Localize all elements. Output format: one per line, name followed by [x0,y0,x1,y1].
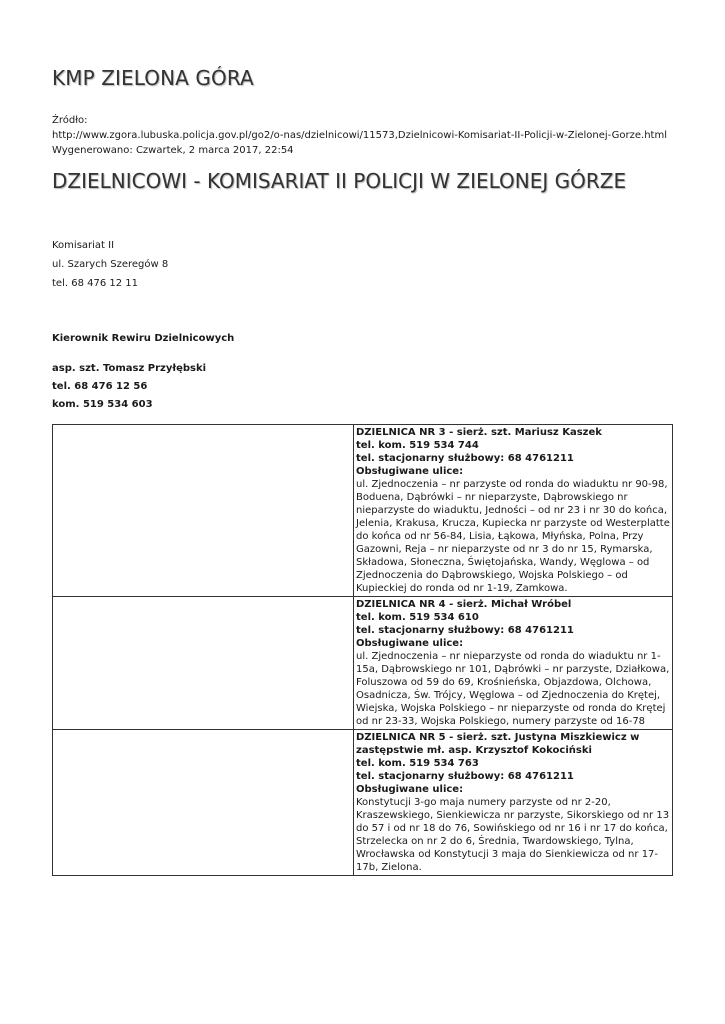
district-streets: ul. Zjednoczenia – nr nieparzyste od ronda do wiaduktu nr 1-15a, Dąbrowskiego nr 101, Dąbrówki – nr parzyste, Działkowa, Foluszowa od 59 do 69, Krośnieńska, Objazdowa, Olchowa, Osadnicza, Św. Trójcy, Węglowa – od Zjednoczenia do Krętej, Wiejska, Wojska Polskiego – nr nieparzyste od ronda do Krętej od nr 23-33, Wojska Polskiego, numery parzyste od 16-78 [356,651,670,727]
manager-mobile: kom. 519 534 603 [52,399,153,410]
district-mobile: tel. kom. 519 534 763 [356,758,479,769]
source-url[interactable]: http://www.zgora.lubuska.policja.gov.pl/go2/o-nas/dzielnicowi/11573,Dzielnicowi-Komisariat-II-Policji-w-Zielonej-Gorze.html [52,130,667,141]
table-row [53,425,673,597]
district-streets: ul. Zjednoczenia – nr parzyste od ronda do wiaduktu nr 90-98, Boduena, Dąbrówki – nr nieparzyste, Dąbrowskiego nr nieparzyste do wiaduktu, Jedności – od nr 23 i nr 30 do końca, Jelenia, Krakusa, Krucza, Kupiecka nr parzyste od Westerplatte do końca od nr 56-84, Lisia, Łąkowa, Młyńska, Polna, Przy Gazowni, Reja – nr nieparzyste od nr 3 do nr 15, Rymarska, Składowa, Słoneczna, Świętojańska, Wandy, Węglowa – od Zjednoczenia do Dąbrowskiego, Wojska Polskiego – od Kupieckiej do ronda od nr 1-19, Zamkowa. [356,479,670,594]
page-title: DZIELNICOWI - KOMISARIAT II POLICJI W ZIELONEJ GÓRZE [52,169,627,193]
manager-phone: tel. 68 476 12 56 [52,381,148,392]
photo-cell [53,425,354,597]
district-landline: tel. stacjonarny służbowy: 68 4761211 [356,625,574,636]
district-streets-label: Obsługiwane ulice: [356,466,464,477]
district-cell [354,425,673,597]
district-landline: tel. stacjonarny służbowy: 68 4761211 [356,453,574,464]
station-name: Komisariat II [52,240,115,251]
manager-name: asp. szt. Tomasz Przyłębski [52,363,207,374]
districts-table [52,424,673,876]
photo-cell [53,730,354,876]
generated-date: Wygenerowano: Czwartek, 2 marca 2017, 22:54 [52,145,294,156]
district-landline: tel. stacjonarny służbowy: 68 4761211 [356,771,574,782]
table-row [53,597,673,730]
site-title: KMP ZIELONA GÓRA [52,66,254,90]
district-mobile: tel. kom. 519 534 610 [356,612,479,623]
district-streets-label: Obsługiwane ulice: [356,638,464,649]
manager-role: Kierownik Rewiru Dzielnicowych [52,333,235,344]
table-row [53,730,673,876]
district-heading: DZIELNICA NR 3 - sierż. szt. Mariusz Kaszek [356,427,602,438]
district-cell [354,730,673,876]
address-block [52,236,168,293]
district-heading: DZIELNICA NR 4 - sierż. Michał Wróbel [356,599,572,610]
photo-cell [53,597,354,730]
district-streets: Konstytucji 3-go maja numery parzyste od nr 2-20, Kraszewskiego, Sienkiewicza nr parzyste, Sikorskiego od nr 13 do 57 i od nr 18 do 76, Sowińskiego od nr 16 i nr 17 do końca, Strzelecka on nr 2 do 6, Średnia, Twardowskiego, Tylna, Wrocławska od Konstytucji 3 maja do Sienkiewicza od nr 17-17b, Zielona. [356,797,670,873]
district-streets-label: Obsługiwane ulice: [356,784,464,795]
district-cell [354,597,673,730]
district-heading: DZIELNICA NR 5 - sierż. szt. Justyna Miszkiewicz w zastępstwie mł. asp. Krzysztof Kokociński [356,732,640,756]
manager-block [52,330,234,414]
station-phone: tel. 68 476 12 11 [52,278,139,289]
district-mobile: tel. kom. 519 534 744 [356,440,479,451]
source-label: Źródło: [52,115,88,126]
source-block [52,113,667,158]
station-street: ul. Szarych Szeregów 8 [52,259,169,270]
